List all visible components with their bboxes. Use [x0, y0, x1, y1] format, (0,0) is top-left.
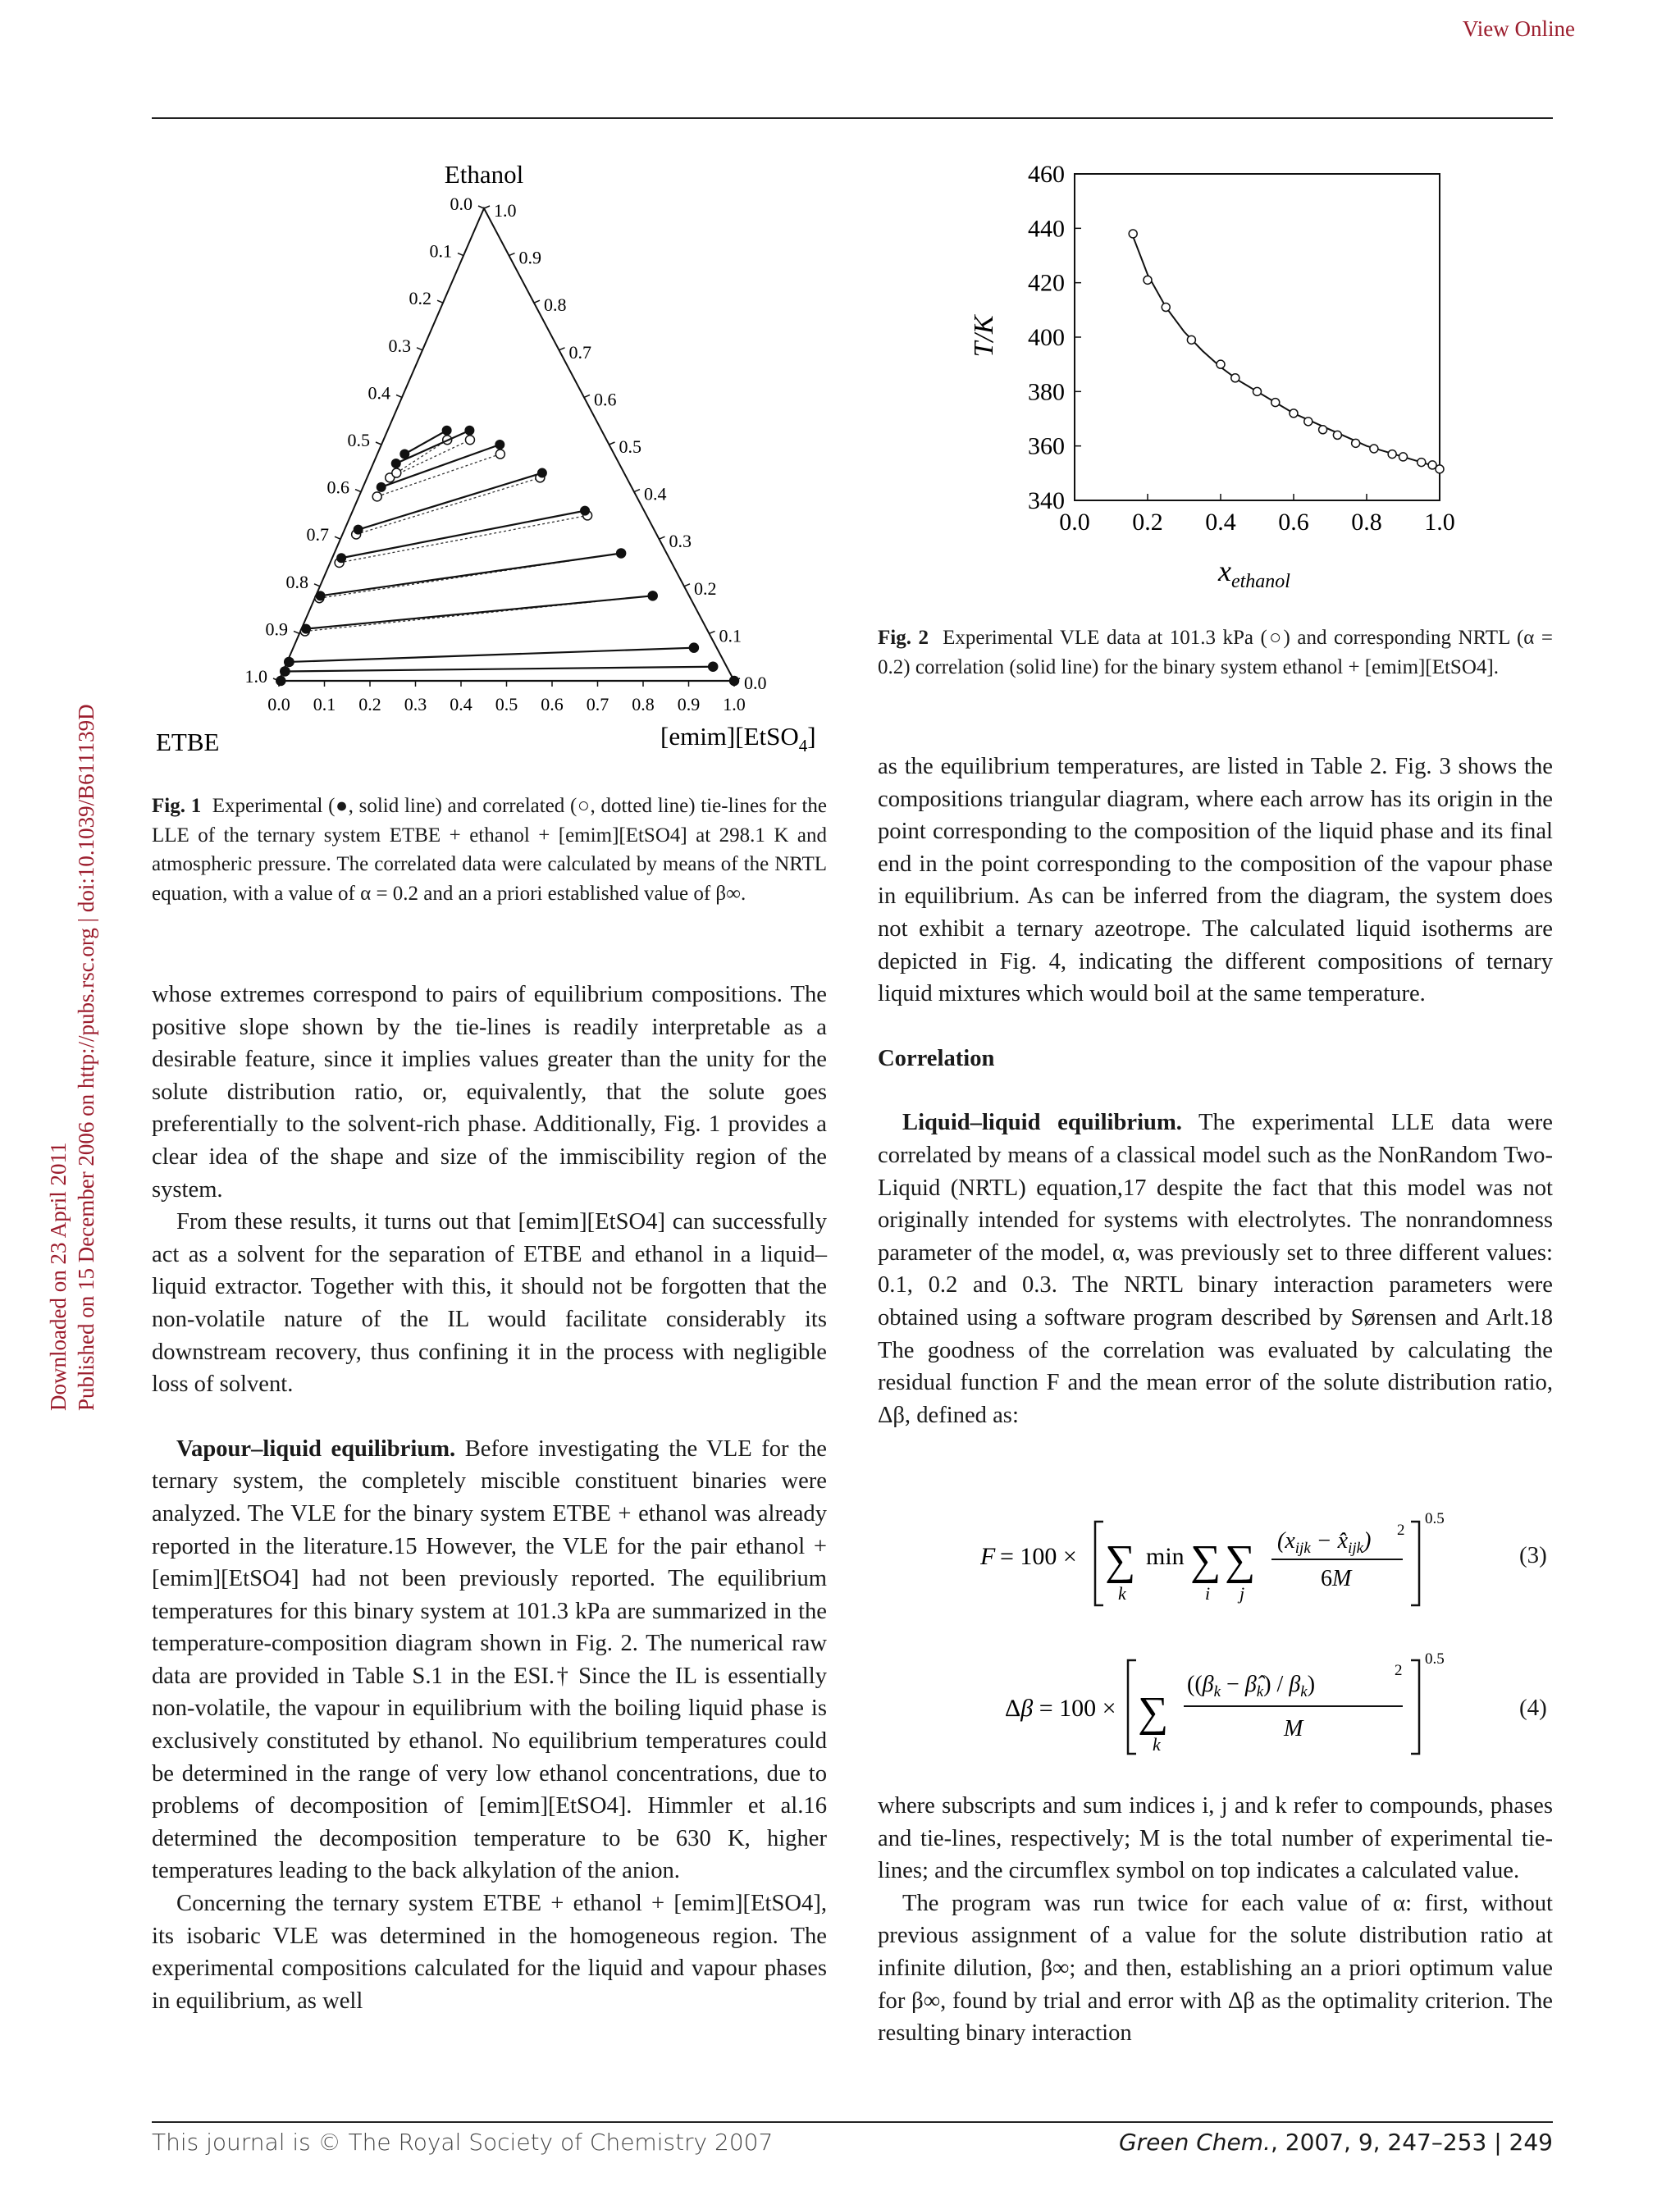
fig1-tick-label-left: 0.5 [347, 430, 370, 450]
fig1-tick-label-right: 0.7 [568, 341, 591, 363]
fig1-tick-label-bottom: 0.2 [358, 694, 381, 714]
fig2-point-experimental [1333, 431, 1341, 439]
fig2-xtick-label: 0.4 [1205, 509, 1236, 536]
fig1-tick-right [534, 300, 540, 303]
fig1-tick-label-left: 0.4 [368, 382, 390, 404]
fig1-tick-label-left: 0.1 [429, 240, 452, 262]
fig2-point-experimental [1352, 439, 1360, 447]
fig1-tick-left [376, 442, 381, 445]
top-rule [152, 117, 1553, 119]
fig1-point-experimental [336, 553, 346, 563]
fig1-point-correlated [465, 436, 474, 445]
fig1-tick-label-right: 0.1 [719, 625, 742, 646]
fig1-tick-right [609, 442, 615, 445]
fig2-point-experimental [1304, 418, 1312, 426]
view-online-link[interactable]: View Online [1462, 16, 1575, 41]
fig2-point-experimental [1370, 445, 1378, 453]
svg-text:2: 2 [1395, 1662, 1403, 1679]
fig2-point-experimental [1271, 399, 1280, 407]
fig2-xlabel: $x_{ethanol}$ [1218, 555, 1290, 592]
right-paragraph-3: where subscripts and sum indices i, j and k refer to compounds, phases and tie-lines, respectively; M is the total number of experimental tie-lines; and the circumflex symbol on top indicates a calculated value. [878, 1793, 1553, 1884]
fig1-apex-left-label: ETBE [156, 728, 220, 756]
svg-text:2: 2 [1397, 1522, 1405, 1539]
fig1-tick-left [355, 490, 361, 492]
svg-text:min: min [1146, 1543, 1185, 1570]
fig1-tick-label-bottom: 0.9 [677, 694, 701, 714]
fig1-tick-label-left: 0.9 [265, 618, 288, 640]
fig1-tick-right [710, 631, 715, 633]
fig1-tick-label-left: 1.0 [244, 666, 267, 687]
fig1-point-experimental [580, 506, 590, 516]
fig1-point-experimental [495, 440, 504, 450]
fig1-tick-label-right: 0.8 [544, 294, 567, 316]
fig1-tick-label-bottom: 0.6 [541, 694, 564, 714]
fig1-point-experimental [729, 676, 739, 686]
fig2-ytick-label: 340 [1028, 487, 1065, 514]
fig2-xtick-label: 0.8 [1351, 509, 1382, 536]
fig1-point-experimental [391, 459, 401, 468]
fig1-point-experimental [276, 676, 285, 686]
footer-rule [152, 2121, 1553, 2123]
fig2-ytick-label: 420 [1028, 269, 1065, 297]
fig1-tick-label-left: 0.3 [388, 335, 411, 356]
fig1-tick-label-left: 0.2 [409, 288, 431, 309]
fig2-ytick-label: 360 [1028, 432, 1065, 460]
fig2-point-experimental [1436, 465, 1444, 473]
fig1-tick-label-bottom: 0.8 [632, 694, 655, 714]
fig1-tick-label-right: 0.9 [518, 247, 541, 268]
equation-4-number: (4) [1519, 1695, 1547, 1721]
fig1-tick-right [584, 395, 590, 397]
fig1-tieline-experimental [358, 473, 542, 530]
right-column-text-bottom [878, 1790, 1553, 2050]
fig2-point-experimental [1399, 453, 1408, 461]
fig1-tick-left [314, 584, 320, 587]
fig1-tick-label-right: 1.0 [494, 200, 517, 221]
right-paragraph-4: The program was run twice for each value of α: first, without previous assignment of a value for the solute distribution ratio at infinite dilution, β∞; and then, establishing an a priori optimum value for β∞, found by trial and error with Δβ as the optimality criterion. The resulting binary interaction [878, 1890, 1553, 2047]
svg-text:F: F [980, 1543, 996, 1570]
fig1-tieline-experimental [341, 511, 585, 559]
fig1-point-experimental [689, 643, 699, 653]
fig1-ternary-chart [152, 156, 841, 779]
fig2-point-experimental [1253, 387, 1262, 395]
svg-text:i: i [1205, 1583, 1211, 1604]
fig1-point-experimental [354, 525, 363, 535]
fig1-point-correlated [392, 468, 401, 477]
fig1-tick-label-bottom: 0.3 [404, 694, 427, 714]
fig1-point-experimental [648, 591, 658, 600]
svg-text:∑: ∑ [1225, 1537, 1256, 1584]
left-paragraph-2: From these results, it turns out that [emim][EtSO4] can successfully act as a solvent for the separation of ETBE and ethanol in a liquid–liquid extractor. Together with this, it should not be forgotten that the non-volatile nature of the IL would facilitate considerably its downstream recovery, thus confining it in the process with negligible loss of solvent. [152, 1209, 827, 1398]
svg-text:∑: ∑ [1190, 1537, 1221, 1584]
fig1-tick-label-left: 0.6 [326, 477, 349, 498]
left-paragraph-1: whose extremes correspond to pairs of equilibrium compositions. The positive slope shown by the tie-lines is readily interpretable as a desirable feature, since it implies values greater than the unity for the solute distribution ratio, or, equivalently, that the solute goes preferentially to the solvent-rich phase. Additionally, Fig. 1 provides a clear idea of the shape and size of the immiscibility region of the system. [152, 982, 827, 1203]
fig1-tick-label-left: 0.8 [285, 571, 308, 592]
svg-text:k: k [1118, 1583, 1126, 1604]
fig1-tick-label-right: 0.2 [694, 577, 717, 599]
fig2-point-experimental [1187, 335, 1195, 344]
fig2-point-experimental [1162, 304, 1170, 312]
equation-4 [1005, 1641, 1464, 1764]
left-paragraph-4: Concerning the ternary system ETBE + ethanol + [emim][EtSO4], its isobaric VLE was determined in the homogeneous region. The experimental compositions calculated for the liquid and vapour phases in equilibrium, as well [152, 1891, 827, 2014]
fig1-tick-label-bottom: 0.0 [267, 694, 290, 714]
fig2-point-experimental [1418, 459, 1426, 467]
fig1-tick-right [484, 206, 490, 208]
left-column-text [152, 979, 827, 2017]
fig1-apex-right-label: [emim][EtSO$_4$] [660, 722, 816, 755]
fig1-point-experimental [708, 662, 718, 672]
fig1-tick-label-right: 0.6 [594, 389, 617, 410]
fig1-tieline-experimental [306, 596, 653, 628]
fig2-plot-group [1028, 161, 1455, 536]
fig1-tieline-experimental [321, 553, 622, 596]
svg-text:j: j [1239, 1583, 1245, 1604]
fig2-vle-chart [956, 156, 1538, 599]
fig1-tick-label-bottom: 0.7 [586, 694, 609, 714]
svg-text:k: k [1153, 1734, 1161, 1755]
section-heading-correlation: Correlation [878, 1045, 995, 1071]
fig1-tick-label-right: 0.3 [669, 531, 692, 552]
fig1-tick-left [458, 253, 463, 256]
svg-text:0.5: 0.5 [1425, 1510, 1445, 1527]
fig1-tick-left [437, 300, 443, 303]
fig1-tieline-experimental [290, 648, 694, 662]
fig1-tick-label-bottom: 0.5 [495, 694, 518, 714]
fig1-apex-top-label: Ethanol [444, 160, 524, 189]
fig1-point-correlated [495, 450, 504, 459]
svg-text:6M: 6M [1321, 1566, 1352, 1591]
fig2-xtick-label: 0.6 [1278, 509, 1309, 536]
fig2-ytick-label: 400 [1028, 324, 1065, 351]
fig1-point-experimental [316, 591, 326, 600]
publication-side-note-doi[interactable]: Published on 15 December 2006 on http://pubs.rsc.org | doi:10.1039/B611139D [74, 704, 98, 1411]
fig1-tick-label-right: 0.4 [644, 483, 667, 504]
fig1-tick-right [660, 536, 665, 539]
fig1-tick-left [294, 631, 299, 633]
fig1-tick-right [634, 490, 640, 492]
fig1-tick-label-left: 0.0 [450, 194, 472, 214]
fig1-point-experimental [399, 450, 409, 459]
svg-text:= 100 ×: = 100 × [1000, 1543, 1077, 1570]
fig1-tick-label-bottom: 1.0 [723, 694, 746, 714]
fig1-point-experimental [377, 482, 386, 492]
fig2-xtick-label: 0.0 [1059, 509, 1090, 536]
fig2-ytick-label: 460 [1028, 161, 1065, 188]
right-column-text-top [878, 751, 1553, 1431]
fig1-tick-left [478, 206, 484, 208]
fig1-tick-label-left: 0.7 [306, 524, 329, 545]
fig2-point-experimental [1144, 276, 1152, 284]
fig1-tick-right [509, 253, 515, 256]
fig1-tick-left [396, 395, 402, 397]
fig1-tick-left [417, 348, 422, 350]
fig1-tick-label-right: 0.0 [744, 673, 767, 693]
svg-text:Δβ = 100 ×: Δβ = 100 × [1005, 1695, 1116, 1722]
footer-citation: Green Chem., 2007, 9, 247–253 | 249 [1118, 2129, 1553, 2156]
fig1-tieline-experimental [285, 667, 713, 672]
equation-3 [980, 1505, 1472, 1620]
fig2-ylabel: T/K [969, 315, 999, 358]
fig1-point-correlated [372, 492, 381, 501]
right-paragraph-2: Liquid–liquid equilibrium. The experimental LLE data were correlated by means of a classical model such as the NonRandom Two-Liquid (NRTL) equation,17 despite the fact that this model was not originally intended for systems with electrolytes. The nonrandomness parameter of the model, α, was previously set to three different values: 0.1, 0.2 and 0.3. The NRTL binary interaction parameters were obtained using a software program described by Sørensen and Arlt.18 The goodness of the correlation was evaluated by calculating the residual function F and the mean error of the solute distribution ratio, Δβ, defined as: [878, 1110, 1553, 1428]
svg-text:0.5: 0.5 [1425, 1650, 1445, 1668]
fig1-caption: Fig. 1 Experimental (●, solid line) and correlated (○, dotted line) tie-lines for the LLE of the ternary system ETBE + ethanol + [emim][EtSO4] at 298.1 K and atmospheric pressure. The correlated data were calculated by means of the NRTL equation, with a value of α = 0.2 and an a priori established value of β∞. [152, 795, 828, 905]
left-paragraph-3: Vapour–liquid equilibrium. Before investigating the VLE for the ternary system, the completely miscible constituent binaries were analyzed. The VLE for the binary system ETBE + ethanol was already reported in the literature.15 However, the VLE for the pair ethanol + [emim][EtSO4] had not been previously reported. The equilibrium temperatures for this binary system at 101.3 kPa are summarized in the temperature-composition diagram shown in Fig. 2. The numerical raw data are provided in Table S.1 in the ESI.† Since the IL is essentially non-volatile, the vapour in equilibrium with the boiling liquid phase is exclusively constituted by ethanol. No equilibrium temperatures could be determined in the range of very low ethanol concentrations, due to problems of decomposition of [emim][EtSO4]. Himmler et al.16 determined the decomposition temperature to be 630 K, higher temperatures leading to the back alkylation of the anion. [152, 1435, 827, 1884]
equation-3-number: (3) [1519, 1542, 1547, 1568]
fig2-point-experimental [1319, 426, 1327, 434]
fig2-point-experimental [1290, 409, 1298, 418]
fig1-point-experimental [442, 426, 452, 436]
fig2-ytick-label: 440 [1028, 215, 1065, 243]
svg-text:(xijk − x̂ijk): ($x_{ijk}$ − $x̂_{ijk}$) [1277, 1528, 1372, 1557]
fig2-xtick-label: 1.0 [1424, 509, 1455, 536]
fig2-point-experimental [1217, 360, 1225, 368]
svg-text:M: M [1284, 1716, 1303, 1741]
fig1-point-experimental [537, 468, 547, 478]
fig2-point-experimental [1129, 230, 1137, 238]
fig1-tick-label-right: 0.5 [619, 436, 641, 457]
fig1-plot-group [245, 194, 767, 714]
fig1-tieline-correlated [340, 515, 587, 563]
fig1-point-experimental [616, 548, 626, 558]
fig1-point-experimental [464, 426, 474, 436]
fig2-caption: Fig. 2 Experimental VLE data at 101.3 kPa (○) and corresponding NRTL (α = 0.2) correlation (solid line) for the binary system ethanol + [emim][EtSO4]. [878, 627, 1554, 678]
fig1-point-experimental [281, 666, 290, 676]
fig1-tick-label-bottom: 0.4 [450, 694, 472, 714]
publication-side-note[interactable]: Downloaded on 23 April 2011 [46, 1142, 71, 1411]
fig1-point-experimental [285, 657, 294, 667]
fig2-xtick-label: 0.2 [1132, 509, 1163, 536]
right-paragraph-1: as the equilibrium temperatures, are listed in Table 2. Fig. 3 shows the compositions triangular diagram, where each arrow has its origin in the point corresponding to the composition of the liquid phase and its final end in the point corresponding to the composition of the vapour phase in equilibrium. As can be inferred from the diagram, the system does not exhibit a ternary azeotrope. The calculated liquid isotherms are depicted in Fig. 4, indicating the different compositions of ternary liquid mixtures which would boil at the same temperature. [878, 754, 1553, 1007]
footer-copyright: This journal is © The Royal Society of Chemistry 2007 [152, 2129, 774, 2156]
fig1-tick-right [684, 584, 690, 587]
fig1-point-experimental [301, 624, 311, 634]
fig1-tick-label-bottom: 0.1 [313, 694, 336, 714]
fig2-point-experimental [1231, 374, 1239, 382]
svg-text:∑: ∑ [1138, 1689, 1169, 1736]
fig2-ytick-label: 380 [1028, 378, 1065, 406]
fig1-tick-left [335, 536, 340, 539]
svg-text:∑: ∑ [1105, 1537, 1136, 1584]
svg-text:((βk − β̂k) / βk): (($\beta_k$ − $\betâ_k) / \beta_k$) [1187, 1672, 1316, 1700]
fig2-point-experimental [1388, 450, 1396, 459]
fig2-nrtl-curve [1133, 236, 1440, 468]
fig1-tick-right [559, 348, 565, 350]
